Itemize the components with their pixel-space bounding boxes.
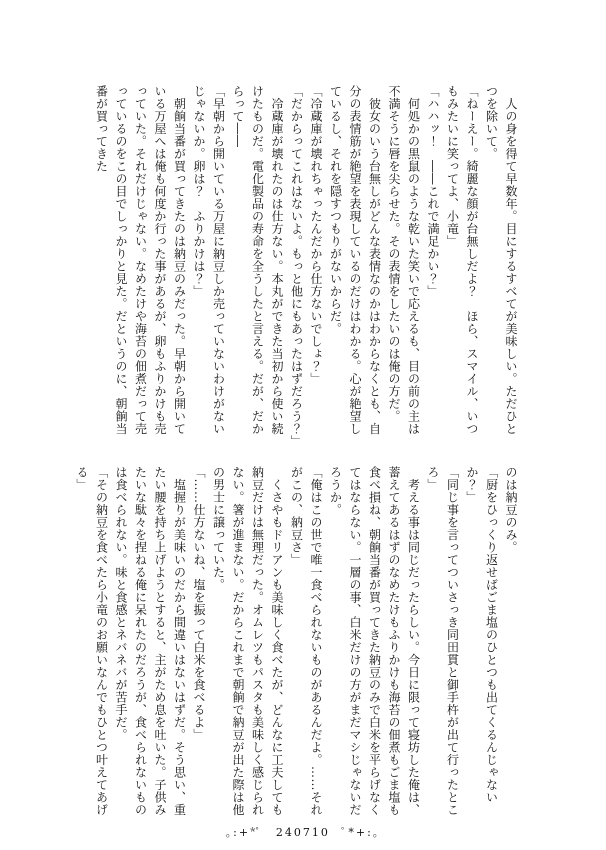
page-footer (0, 824, 606, 840)
story-paragraph: 「だからってこれはないよ。もっと他にもあったはずだろう？」 (289, 85, 304, 448)
story-text-top (88, 85, 520, 447)
story-paragraph: 何処かの黒鼠のような乾いた笑いで応えるも、目の前の主は不満そうに唇を尖らせた。その表情をしたいのは俺の方だ。 (387, 85, 421, 435)
story-paragraph: のは納豆のみ。 (504, 466, 518, 554)
story-paragraph: 「厨をひっくり返せばごま塩のひとつも出てくるんじゃないか？」 (465, 466, 499, 804)
story-paragraph: 「ハハッ！ ――これで満足かい？」 (426, 85, 440, 298)
story-paragraph: 「俺はこの世で唯一食べられないものがあるんだよ。……それがこの、納豆さ」 (289, 466, 323, 816)
story-paragraph: 「ねーえー。綺麗な顔が台無しだよ？ ほら、スマイル、いつもみたいに笑ってよ、小竜」 (445, 85, 479, 435)
story-paragraph: くさやもドリアンも美味しく食べたが、どんなに工夫しても納豆だけは無理だった。オムレツもパスタも美味しく感じられない。箸が進まない。だからこれまで朝餉で納豆が出た際は他の男士に譲っていた。 (211, 466, 284, 816)
story-paragraph: 人の身を得て早数年。目にするすべてが美味しい。ただひとつを除いて。 (484, 85, 518, 435)
story-text-bottom (75, 466, 520, 824)
story-paragraph: 考える事は同じだったらしい。今日に限って寝坊した俺は、蓄えてあるはずのなめたけもふりかけも海苔の佃煮もごま塩も食べ損ね、朝餉当番が買ってきた納豆のみで白米を平らげなくてはならない。一層の事、白米だけの方がまだマシじゃないだろうか。 (328, 466, 421, 816)
story-paragraph: 冷蔵庫が壊れたのは仕方ない。本丸ができた当初から使い続けたものだ。電化製品の寿命を全うしたと言える。だが、だからって―― (231, 85, 284, 435)
story-paragraph: 「……仕方ないね、塩を振って白米を食べるよ」 (192, 466, 206, 741)
story-paragraph: 朝餉当番が買ってきたのは納豆のみだった。早朝から開いている万屋へは俺も何度か行った事があるが、卵もふりかけも売っていた。それだけじゃない。なめたけや海苔の佃煮だって売っているのをこの目でしっかりと見た。だというのに、朝餉当番が買ってきた (94, 85, 187, 435)
story-paragraph: 「早朝から開いている万屋に納豆しか売っていないわけがないじゃないか。卵は？ ふりかけは？」 (192, 85, 226, 435)
footer-date-decor: ｡:+*ﾟ 240710 ﾟ*+:｡ (225, 826, 381, 839)
story-paragraph: 「冷蔵庫が壊れちゃったんだから仕方ないでしょ？」 (309, 85, 323, 385)
story-paragraph: 「同じ事を言ってついさっき同田貫と御手杵が出て行ったところ」 (426, 466, 460, 816)
story-paragraph: 塩握りが美味いのだから間違いはないはずだ。そう思い、重たい腰を持ち上げようとすると、主がため息を吐いた。子供みたいな駄々を捏ねる俺に呆れたのだろうが、食べられないものは食べられない。味と食感とネバネバが苦手だ。 (114, 466, 187, 816)
story-paragraph: 「その納豆を食べたら小竜のお願いなんでもひとつ叶えてあげる」 (75, 466, 109, 816)
story-paragraph: 彼女のいう台無しがどんな表情なのかはわからなくとも、自分の表情筋が絶望を表現しているのだけはわかる。心が絶望しているし、それを隠すつもりがないからだ。 (328, 85, 382, 435)
